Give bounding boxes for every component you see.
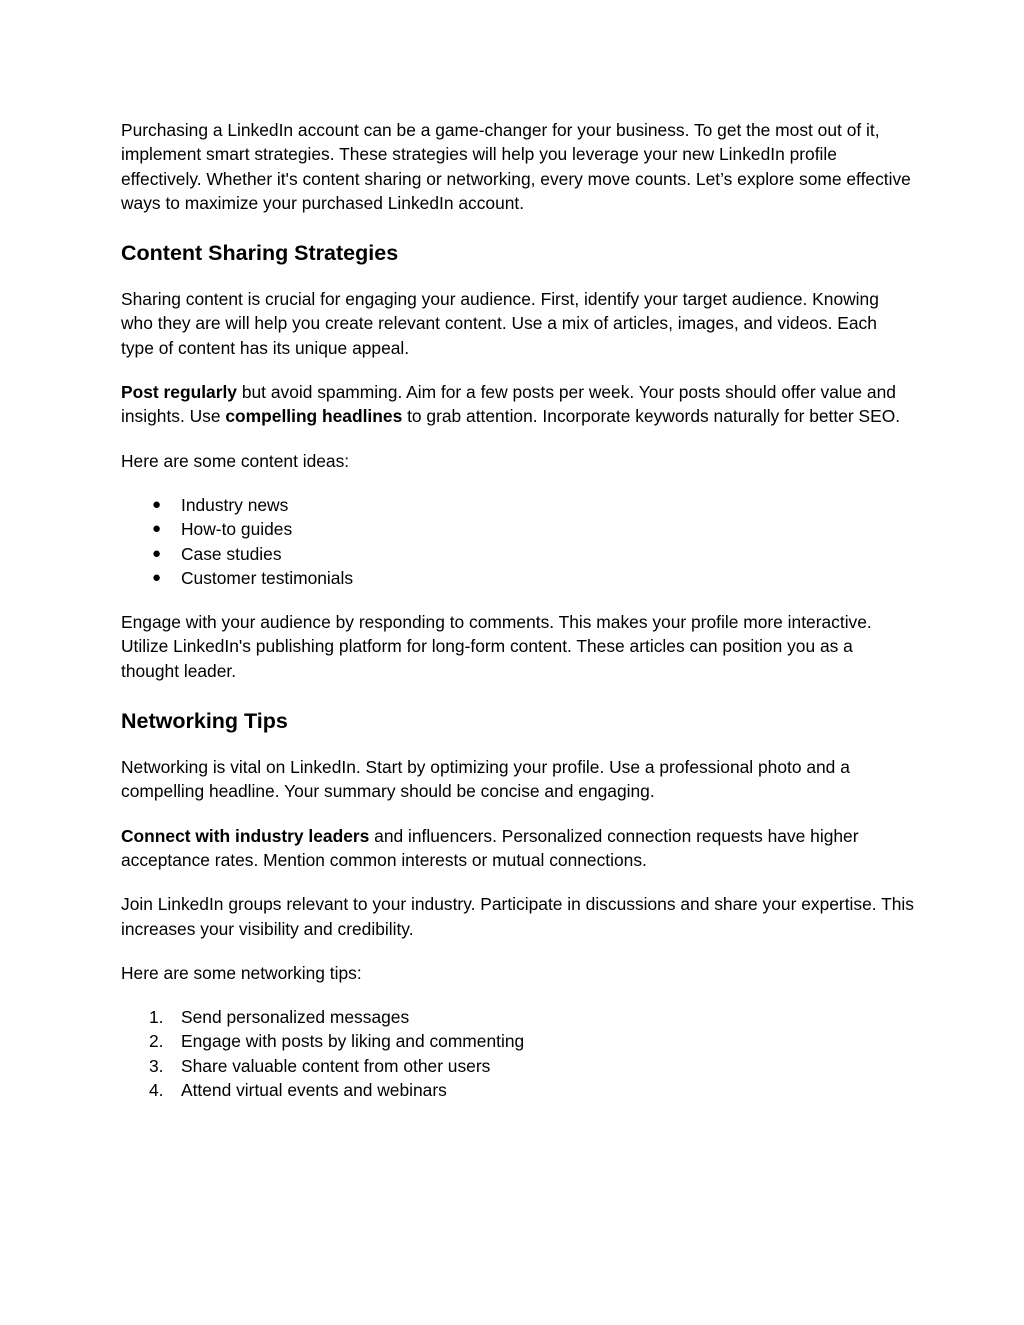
list-item [121, 1005, 914, 1029]
networking-tips-intro: Here are some networking tips: [121, 962, 362, 983]
content-paragraph-2-text-1: but avoid spamming. Aim for a few posts per week. Your posts should offer value and insights. Use [121, 382, 896, 427]
networking-paragraph-3: Join LinkedIn groups relevant to your industry. Participate in discussions and share your expertise. This increases your visibility and credibility. [121, 894, 914, 939]
list-item [121, 1054, 914, 1078]
bullet-icon: ● [152, 544, 162, 562]
intro-paragraph: Purchasing a LinkedIn account can be a game-changer for your business. To get the most out of it, implement smart strategies. These strategies will help you leverage your new LinkedIn profile effectively. Whether it's content sharing or networking, every move counts. Let’s explore some effective ways to maximize your purchased LinkedIn account. [121, 120, 911, 213]
connect-leaders-bold: Connect with industry leaders [121, 825, 370, 846]
content-ideas-list [121, 493, 914, 590]
bullet-icon: ● [152, 495, 162, 513]
networking-tips-heading: Networking Tips [121, 709, 288, 734]
list-item-text: Customer testimonials [181, 567, 354, 588]
list-item-text: Share valuable content from other users [181, 1055, 491, 1076]
networking-paragraph-2-text: and influencers. Personalized connection requests have higher acceptance rates. Mention common interests or mutual connections. [121, 825, 859, 870]
compelling-headlines-bold: compelling headlines [225, 406, 403, 427]
content-paragraph-2 [121, 380, 914, 429]
list-number: 1. [149, 1007, 164, 1028]
list-item [121, 566, 914, 590]
list-item [121, 1029, 914, 1053]
networking-tips-list [121, 1005, 914, 1102]
networking-paragraph-2 [121, 824, 914, 873]
content-paragraph-2-text-2: to grab attention. Incorporate keywords naturally for better SEO. [402, 406, 901, 427]
post-regularly-bold: Post regularly [121, 382, 237, 403]
bullet-icon: ● [152, 568, 162, 586]
list-number: 3. [149, 1055, 164, 1076]
list-item-text: How-to guides [181, 519, 293, 540]
list-item [121, 517, 914, 541]
networking-paragraph-1: Networking is vital on LinkedIn. Start by optimizing your profile. Use a professional photo and a compelling headline. Your summary should be concise and engaging. [121, 757, 850, 802]
list-number: 4. [149, 1080, 164, 1101]
content-ideas-intro: Here are some content ideas: [121, 450, 350, 471]
list-item-text: Send personalized messages [181, 1007, 410, 1028]
list-item [121, 542, 914, 566]
list-item [121, 493, 914, 517]
content-sharing-heading: Content Sharing Strategies [121, 241, 399, 266]
list-item-text: Case studies [181, 543, 282, 564]
list-number: 2. [149, 1031, 164, 1052]
content-paragraph-3: Engage with your audience by responding to comments. This makes your profile more interactive. Utilize LinkedIn's publishing platform for long-form content. These articles can position you as a thought leader. [121, 612, 872, 681]
content-paragraph-1: Sharing content is crucial for engaging your audience. First, identify your target audience. Knowing who they are will help you create relevant content. Use a mix of articles, images, and videos. Each type of content has its unique appeal. [121, 289, 879, 358]
list-item-text: Engage with posts by liking and commenting [181, 1031, 525, 1052]
list-item-text: Attend virtual events and webinars [181, 1080, 447, 1101]
list-item [121, 1078, 914, 1102]
bullet-icon: ● [152, 520, 162, 538]
list-item-text: Industry news [181, 494, 289, 515]
